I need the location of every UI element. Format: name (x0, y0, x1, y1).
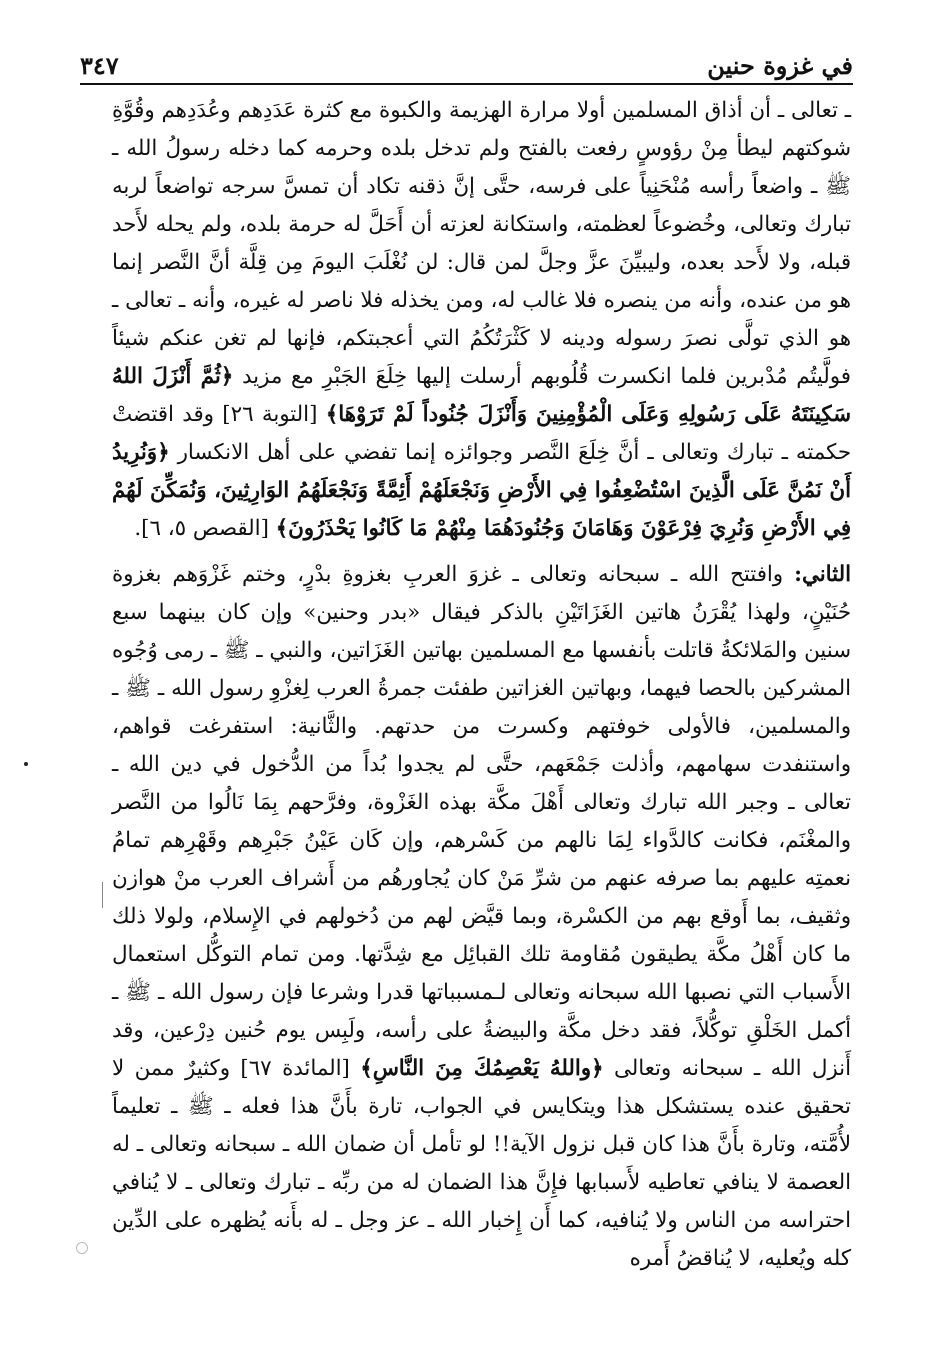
page-number: ٣٤٧ (80, 51, 119, 80)
page-header (80, 40, 853, 80)
quran-verse-qasas: ﴿وَنُرِيدُ أَنْ نَمُنَّ عَلَى الَّذِينَ اسْتُضْعِفُوا فِي الأَرْضِ وَنَجْعَلَهُمْ أَئِمَّةً وَنَجْعَلَهُمُ الوَارِثِينَ، وَنُمَكِّنَ لَهُمْ فِي الأَرْضِ وَنُرِيَ فِرْعَوْنَ وَهَامَانَ وَجُنُودَهُمَا مِنْهُمْ مَا كَانُوا يَحْذَرُونَ﴾ (112, 440, 851, 541)
margin-mark (76, 1242, 88, 1254)
margin-mark (24, 762, 28, 766)
header-rule (80, 83, 853, 85)
quran-verse-tawbah: ﴿ثُمَّ أَنْزَلَ اللهُ سَكِينَتَهُ عَلَى رَسُولِهِ وَعَلَى الْمُؤْمِنِينَ وَأَنْزَلَ جُنُوداً لَمْ تَرَوْهَا﴾ (112, 364, 851, 427)
quran-verse-maidah: ﴿واللهُ يَعْصِمُكَ مِنَ النَّاسِ﴾ (360, 1056, 604, 1081)
text-run: وافتتح الله ـ سبحانه وتعالى ـ غزوَ العربِ بغزوةِ بدْرٍ، وختم غَزْوَهم بغزوة حُنَيْنٍ، ولهذا يُقْرَنُ هاتين الغَزَاتَيْنِ بالذكر فيقال «بدر وحنين» وإن كان بينهما سبع سنين والمَلائكةُ قاتلت بأنفسها مع المسلمين بهاتين الغَزَاتين، والنبي ـ ﷺ ـ رمى وُجُوه المشركين بالحصا فيهما، وبهاتين الغزاتين طفئت جمرةُ العرب لِغزْوِ رسول الله ـ ﷺ ـ والمسلمين، فالأولى خوفتهم وكسرت من حدتهم. والثَّانية: استفرغت قواهم، واستنفدت سهامهم، وأذلت جَمْعَهم، حتَّى لم يجدوا بُداً من الدُّخول في دين الله ـ تعالى ـ وجبر الله تبارك وتعالى أَهْلَ مكَّة بهذه الغَزْوة، وفرَّحهم بِمَا نَالُوا من النَّصر والمغْنَم، فكانت كالدَّواء لِمَا نالهم من كَسْرهم، وإن كَان عَيْنُ جَبْرِهم وقَهْرِهم تمامُ نعمتِه عليهم بما صرفه عنهم من شرِّ مَنْ كان يُجاورهُم من أَشراف العرب منْ هوازن وثقيف، بما أَوقع بهم من الكسْرة، وبما قيَّض لهم من دُخولهم في الإِسلام، ولولا ذلك ما كان أَهْلُ مكَّة يطيقون مُقاومة تلك القبائِل مع شِدَّتها. ومن تمام التوكُّل استعمال الأَسباب التي نصبها الله سبحانه وتعالى لـمسبباتها قدرا وشرعا فإن رسول الله ـ ﷺ ـ أكمل الخَلْقِ توكُّلاً، فقد دخل مكَّة والبيضةُ على رأسه، ولَبِس يوم حُنين دِرْعين، وقد أَنزل الله ـ سبحانه وتعالى (112, 562, 851, 1081)
paragraph-2 (112, 556, 851, 1278)
paragraph-1 (112, 92, 851, 548)
paragraph-lead: الثاني: (794, 562, 851, 587)
text-run: [القصص ٥، ٦]. (134, 516, 276, 541)
body-text (112, 92, 851, 1278)
text-run: [التوبة ٢٦] وقد اقتضتْ حكمته ـ تبارك وتعالى ـ أنَّ خِلَعَ النَّصر وجوائزه إنما تفضي على أهل الانكسار (112, 402, 851, 465)
text-run: ـ تعالى ـ أن أذاق المسلمين أولا مرارة الهزيمة والكبوة مع كثرة عَدَدِهم وعُدَدِهم وقُوَّةِ شوكتهم ليطأ مِنْ رؤوسٍ رفعت بالفتح ولم تدخل بلده وحرمه كما دخله رسولُ الله ـ ﷺ ـ واضعاً رأسه مُنْحَنِياً على فرسه، حتَّى إنَّ ذقنه تكاد أن تمسَّ سرجه تواضعاً لربه تبارك وتعالى، وخُضوعاً لعظمته، واستكانة لعزته أن أَحَلَّ له حرمة بلده، ولم يحله لأَحد قبله، ولا لأَحد بعده، وليبيِّنَ عزَّ وجلَّ لمن قال: لن نُغْلَبَ اليومَ مِن قِلَّة أنَّ النَّصر إنما هو من عنده، وأنه من ينصره فلا غالب له، ومن يخذله فلا ناصر له غيره، وأنه ـ تعالى ـ هو الذي تولَّى نصرَ رسوله ودينه لا كَثْرَتُكُمُ التي أعجبتكم، فإنها لم تغن عنكم شيئاً فولَّيتُم مُدْبرين فلما انكسرت قُلُوبهم أرسلت إليها خِلَعَ الجَبْرِ مع مزيد (112, 98, 851, 389)
running-title: في غزوة حنين (707, 51, 853, 80)
margin-mark (102, 882, 103, 908)
text-run: [المائدة ٦٧] وكثيرٌ ممن لا تحقيق عنده يستشكل هذا ويتكايس في الجواب، تارة بأَنَّ هذا فعله ـ ﷺ ـ تعليماً لأُمَّته، وتارة بأَنَّ هذا كان قبل نزول الآية!! لو تأمل أن ضمان الله ـ سبحانه وتعالى ـ له العصمة لا ينافي تعاطيه لأَسبابها فإِنَّ هذا الضمان له من ربِّه ـ تبارك وتعالى ـ لا يُنافي احتراسه من الناس ولا يُنافيه، كما أَن إِخبار الله ـ عز وجل ـ له بأَنه يُظهره على الدِّين كله ويُعليه، لا يُناقضُ أَمره (112, 1056, 851, 1271)
